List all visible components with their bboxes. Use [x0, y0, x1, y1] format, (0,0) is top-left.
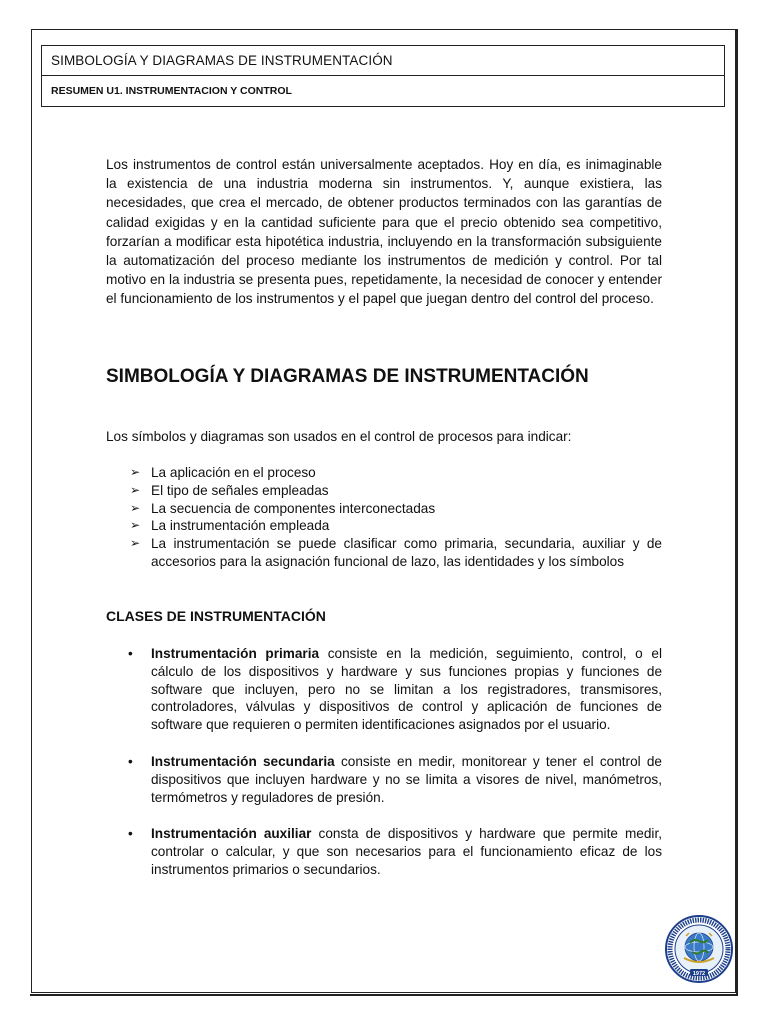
bullet-icon: • — [128, 754, 133, 769]
term: Instrumentación auxiliar — [151, 826, 312, 841]
list-item: ➢ La secuencia de componentes interconectadas — [130, 500, 436, 516]
list-item — [106, 645, 662, 734]
document-header — [41, 45, 725, 107]
arrow-bullet-icon: ➢ — [130, 465, 141, 479]
header-subtitle: RESUMEN U1. INSTRUMENTACION Y CONTROL — [51, 85, 292, 97]
list-item: ➢ La aplicación en el proceso — [130, 465, 316, 480]
list-item — [106, 825, 662, 878]
class-secondary — [106, 753, 662, 806]
list-item: ➢ La instrumentación se puede clasificar como primaria, secundaria, auxiliar y de accesorios para la asignación funcional de lazo, las identidades y los símbolos — [130, 536, 662, 569]
intro-paragraph: Los instrumentos de control están universalmente aceptados. Hoy en día, es inimaginable la existencia de una industria moderna sin instrumentos. Y, aunque existiera, las necesidades, que crea el mercado, de obtener productos terminados con las garantías de calidad exigidas y en la cantidad suficiente para que el precio obtenido sea competitivo, forzarían a modificar esta hipotética industria, incluyendo en la transformación subsiguiente la automatización del proceso mediante los instrumentos de medición y control. Por tal motivo en la industria se presenta pues, repetidamente, la necesidad de conocer y entender el funcionamiento de los instrumentos y el papel que juegan dentro del control del proceso. — [106, 157, 662, 307]
bullet-icon: • — [128, 646, 133, 661]
arrow-bullet-icon: ➢ — [130, 500, 141, 515]
institution-seal-icon — [664, 914, 734, 984]
term-description: consta de dispositivos y hardware que permite medir, controlar o calcular, y que son necesarios para el funcionamiento eficaz de los instrumentos primarios o secundarios. — [151, 826, 662, 877]
class-primary — [106, 645, 662, 734]
list-item: ➢ El tipo de señales empleadas — [130, 482, 329, 498]
bullet-icon: • — [128, 826, 133, 841]
list-item: ➢ La instrumentación empleada — [130, 518, 330, 534]
term-description: consiste en la medición, seguimiento, control, o el cálculo de los dispositivos y hardware y sus funciones propias y funciones de software que incluyen, pero no se limitan a los registradores, transmisores, controladores, válvulas y dispositivos de control y aplicación de funciones de software que requieren o permiten identificaciones asignados por el usuario. — [151, 646, 662, 733]
term: Instrumentación primaria — [151, 646, 320, 661]
classes-heading: CLASES DE INSTRUMENTACIÓN — [106, 608, 326, 624]
arrow-bullet-icon: ➢ — [130, 518, 141, 533]
term: Instrumentación secundaria — [151, 754, 335, 769]
svg-text:1972: 1972 — [692, 970, 706, 977]
section-heading: SIMBOLOGÍA Y DIAGRAMAS DE INSTRUMENTACIÓN — [106, 366, 589, 387]
class-auxiliary — [106, 825, 662, 878]
header-title: SIMBOLOGÍA Y DIAGRAMAS DE INSTRUMENTACIÓN — [42, 46, 724, 76]
usage-list — [106, 464, 662, 571]
term-description: consiste en medir, monitorear y tener el control de dispositivos que incluyen hardware y no se limita a visores de nivel, manómetros, termómetros y reguladores de presión. — [151, 754, 662, 805]
arrow-bullet-icon: ➢ — [130, 536, 141, 551]
list-item — [106, 753, 662, 806]
lead-paragraph: Los símbolos y diagramas son usados en el control de procesos para indicar: — [106, 429, 572, 444]
arrow-bullet-icon: ➢ — [130, 482, 141, 497]
